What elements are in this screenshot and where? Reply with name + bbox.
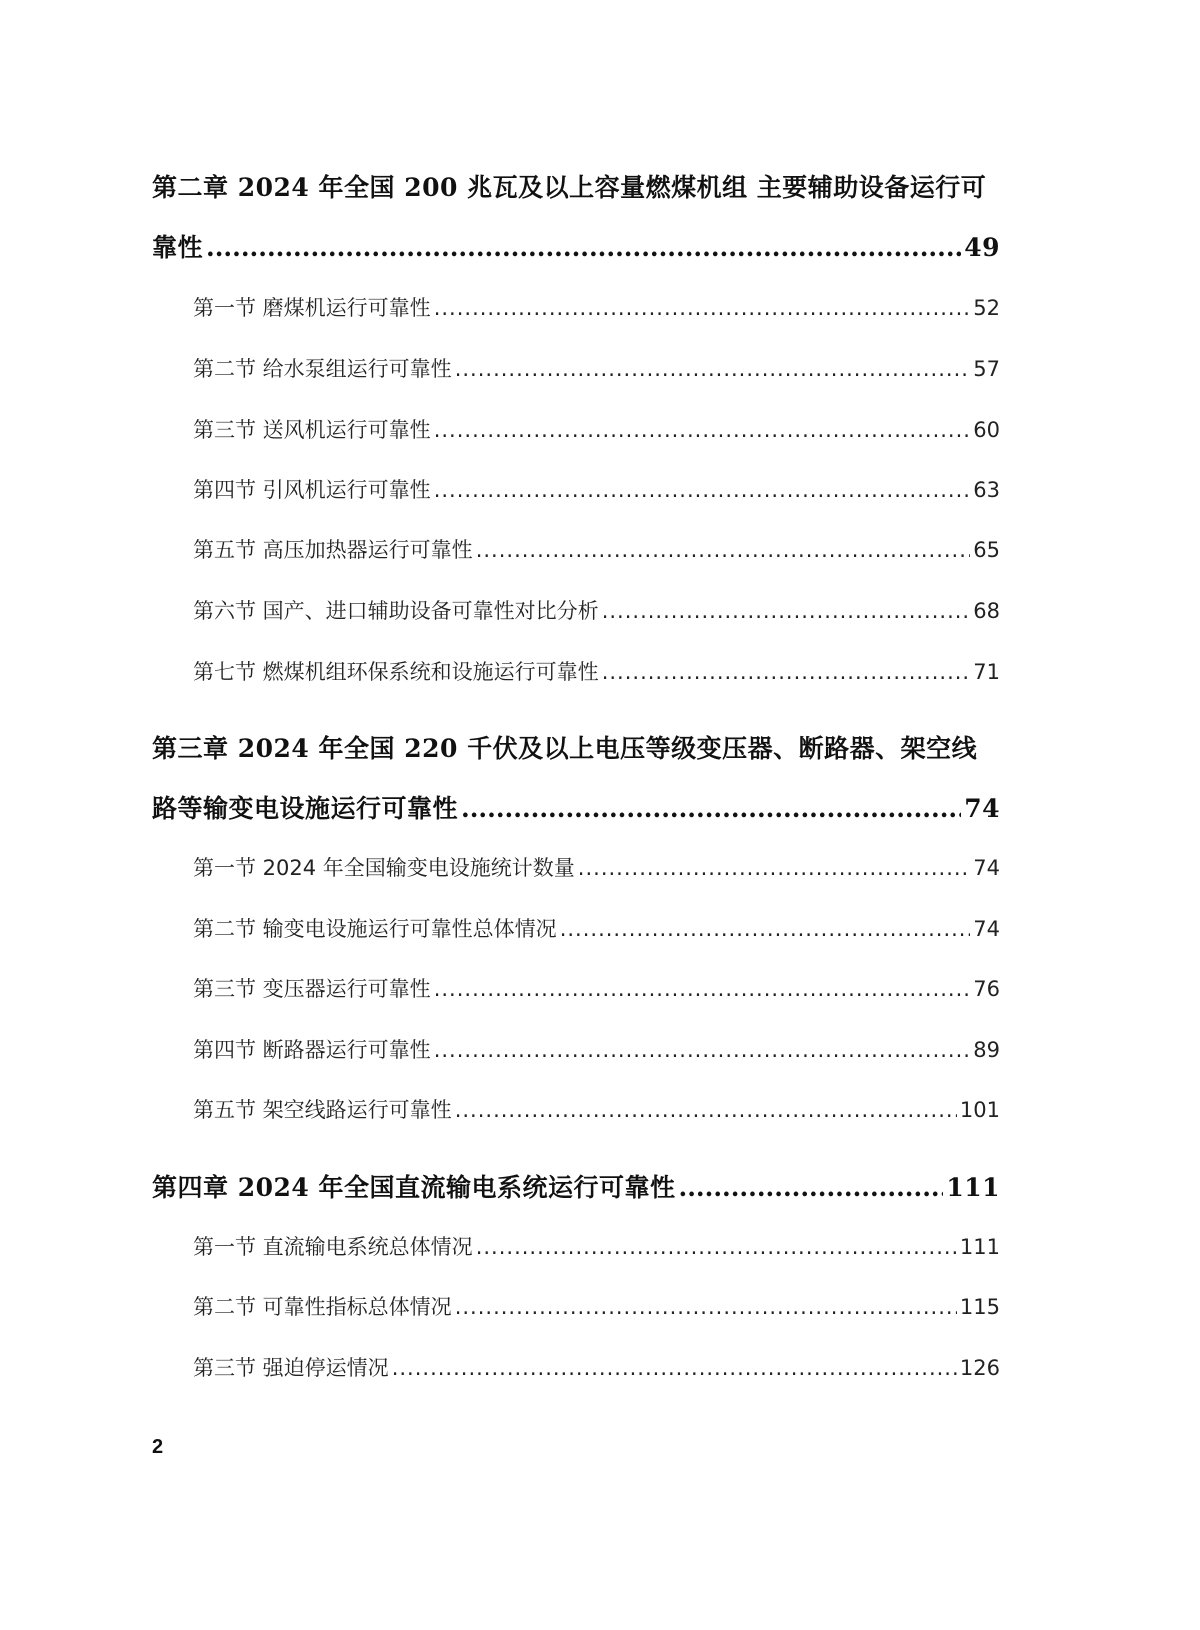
chapter-title: 第二章 2024 年全国 200 兆瓦及以上容量燃煤机组 主要辅助设备运行可 — [152, 173, 987, 202]
section-title: 第四节 引风机运行可靠性 — [193, 478, 431, 502]
section-title: 第一节 直流输电系统总体情况 — [193, 1235, 473, 1259]
toc-section[interactable] — [193, 656, 1000, 686]
page-ref: 65 — [973, 538, 1000, 562]
toc-section[interactable] — [193, 474, 1000, 504]
page-ref: 60 — [973, 418, 1000, 442]
section-title: 第三节 强迫停运情况 — [193, 1356, 389, 1380]
dot-leader — [434, 1038, 971, 1062]
toc-section[interactable] — [193, 1352, 1000, 1382]
toc-section[interactable] — [193, 1231, 1000, 1261]
dot-leader — [392, 1356, 957, 1380]
dot-leader — [455, 1295, 957, 1319]
section-title: 第二节 给水泵组运行可靠性 — [193, 357, 452, 381]
dot-leader — [578, 856, 970, 880]
section-title: 第一节 磨煤机运行可靠性 — [193, 296, 431, 320]
toc-section[interactable] — [193, 1034, 1000, 1064]
page-ref: 126 — [959, 1356, 1000, 1380]
dot-leader — [476, 538, 971, 562]
dot-leader — [434, 418, 971, 442]
toc-section[interactable] — [193, 534, 1000, 564]
section-title: 第四节 断路器运行可靠性 — [193, 1038, 431, 1062]
toc-section[interactable] — [193, 913, 1000, 943]
page-ref: 52 — [973, 296, 1000, 320]
page-ref: 68 — [973, 599, 1000, 623]
page-ref: 76 — [973, 977, 1000, 1001]
dot-leader — [602, 660, 971, 684]
toc-section[interactable] — [193, 852, 1000, 882]
page-ref: 74 — [973, 917, 1000, 941]
page-ref: 101 — [959, 1098, 1000, 1122]
toc-section[interactable] — [193, 292, 1000, 322]
chapter-title: 路等输变电设施运行可靠性 — [152, 794, 459, 823]
page-ref: 89 — [973, 1038, 1000, 1062]
dot-leader — [560, 917, 971, 941]
dot-leader — [434, 478, 971, 502]
chapter-title: 第三章 2024 年全国 220 千伏及以上电压等级变压器、断路器、架空线 — [152, 734, 978, 763]
section-title: 第三节 变压器运行可靠性 — [193, 977, 431, 1001]
page-ref: 115 — [959, 1295, 1000, 1319]
toc-chapter-4[interactable] — [152, 1168, 1000, 1204]
toc-chapter-2[interactable] — [152, 228, 1000, 264]
page-ref: 57 — [973, 357, 1000, 381]
toc-chapter-3[interactable] — [152, 789, 1000, 825]
toc-section[interactable] — [193, 414, 1000, 444]
toc-section[interactable] — [193, 973, 1000, 1003]
dot-leader — [434, 296, 971, 320]
page-ref: 111 — [946, 1173, 1000, 1202]
page-ref: 74 — [964, 794, 1000, 823]
toc-section[interactable] — [193, 595, 1000, 625]
section-title: 第二节 可靠性指标总体情况 — [193, 1295, 452, 1319]
chapter-title: 靠性 — [152, 233, 204, 262]
page-ref: 74 — [973, 856, 1000, 880]
page-ref: 71 — [973, 660, 1000, 684]
section-title: 第一节 2024 年全国输变电设施统计数量 — [193, 856, 575, 880]
section-title: 第五节 架空线路运行可靠性 — [193, 1098, 452, 1122]
dot-leader — [206, 233, 961, 262]
dot-leader — [679, 1173, 944, 1202]
toc-section[interactable] — [193, 1094, 1000, 1124]
page-ref: 49 — [964, 233, 1000, 262]
toc-section[interactable] — [193, 353, 1000, 383]
section-title: 第六节 国产、进口辅助设备可靠性对比分析 — [193, 599, 599, 623]
page-number: 2 — [152, 1436, 164, 1458]
section-title: 第五节 高压加热器运行可靠性 — [193, 538, 473, 562]
chapter-title: 第四章 2024 年全国直流输电系统运行可靠性 — [152, 1173, 676, 1202]
dot-leader — [455, 357, 971, 381]
dot-leader — [461, 794, 961, 823]
section-title: 第七节 燃煤机组环保系统和设施运行可靠性 — [193, 660, 599, 684]
toc-chapter-3-line1[interactable] — [152, 729, 1000, 765]
toc-chapter-2-line1[interactable] — [152, 168, 1000, 204]
section-title: 第三节 送风机运行可靠性 — [193, 418, 431, 442]
dot-leader — [455, 1098, 957, 1122]
toc-section[interactable] — [193, 1291, 1000, 1321]
section-title: 第二节 输变电设施运行可靠性总体情况 — [193, 917, 557, 941]
dot-leader — [602, 599, 971, 623]
page-ref: 111 — [959, 1235, 1000, 1259]
dot-leader — [434, 977, 971, 1001]
page-ref: 63 — [973, 478, 1000, 502]
dot-leader — [476, 1235, 957, 1259]
